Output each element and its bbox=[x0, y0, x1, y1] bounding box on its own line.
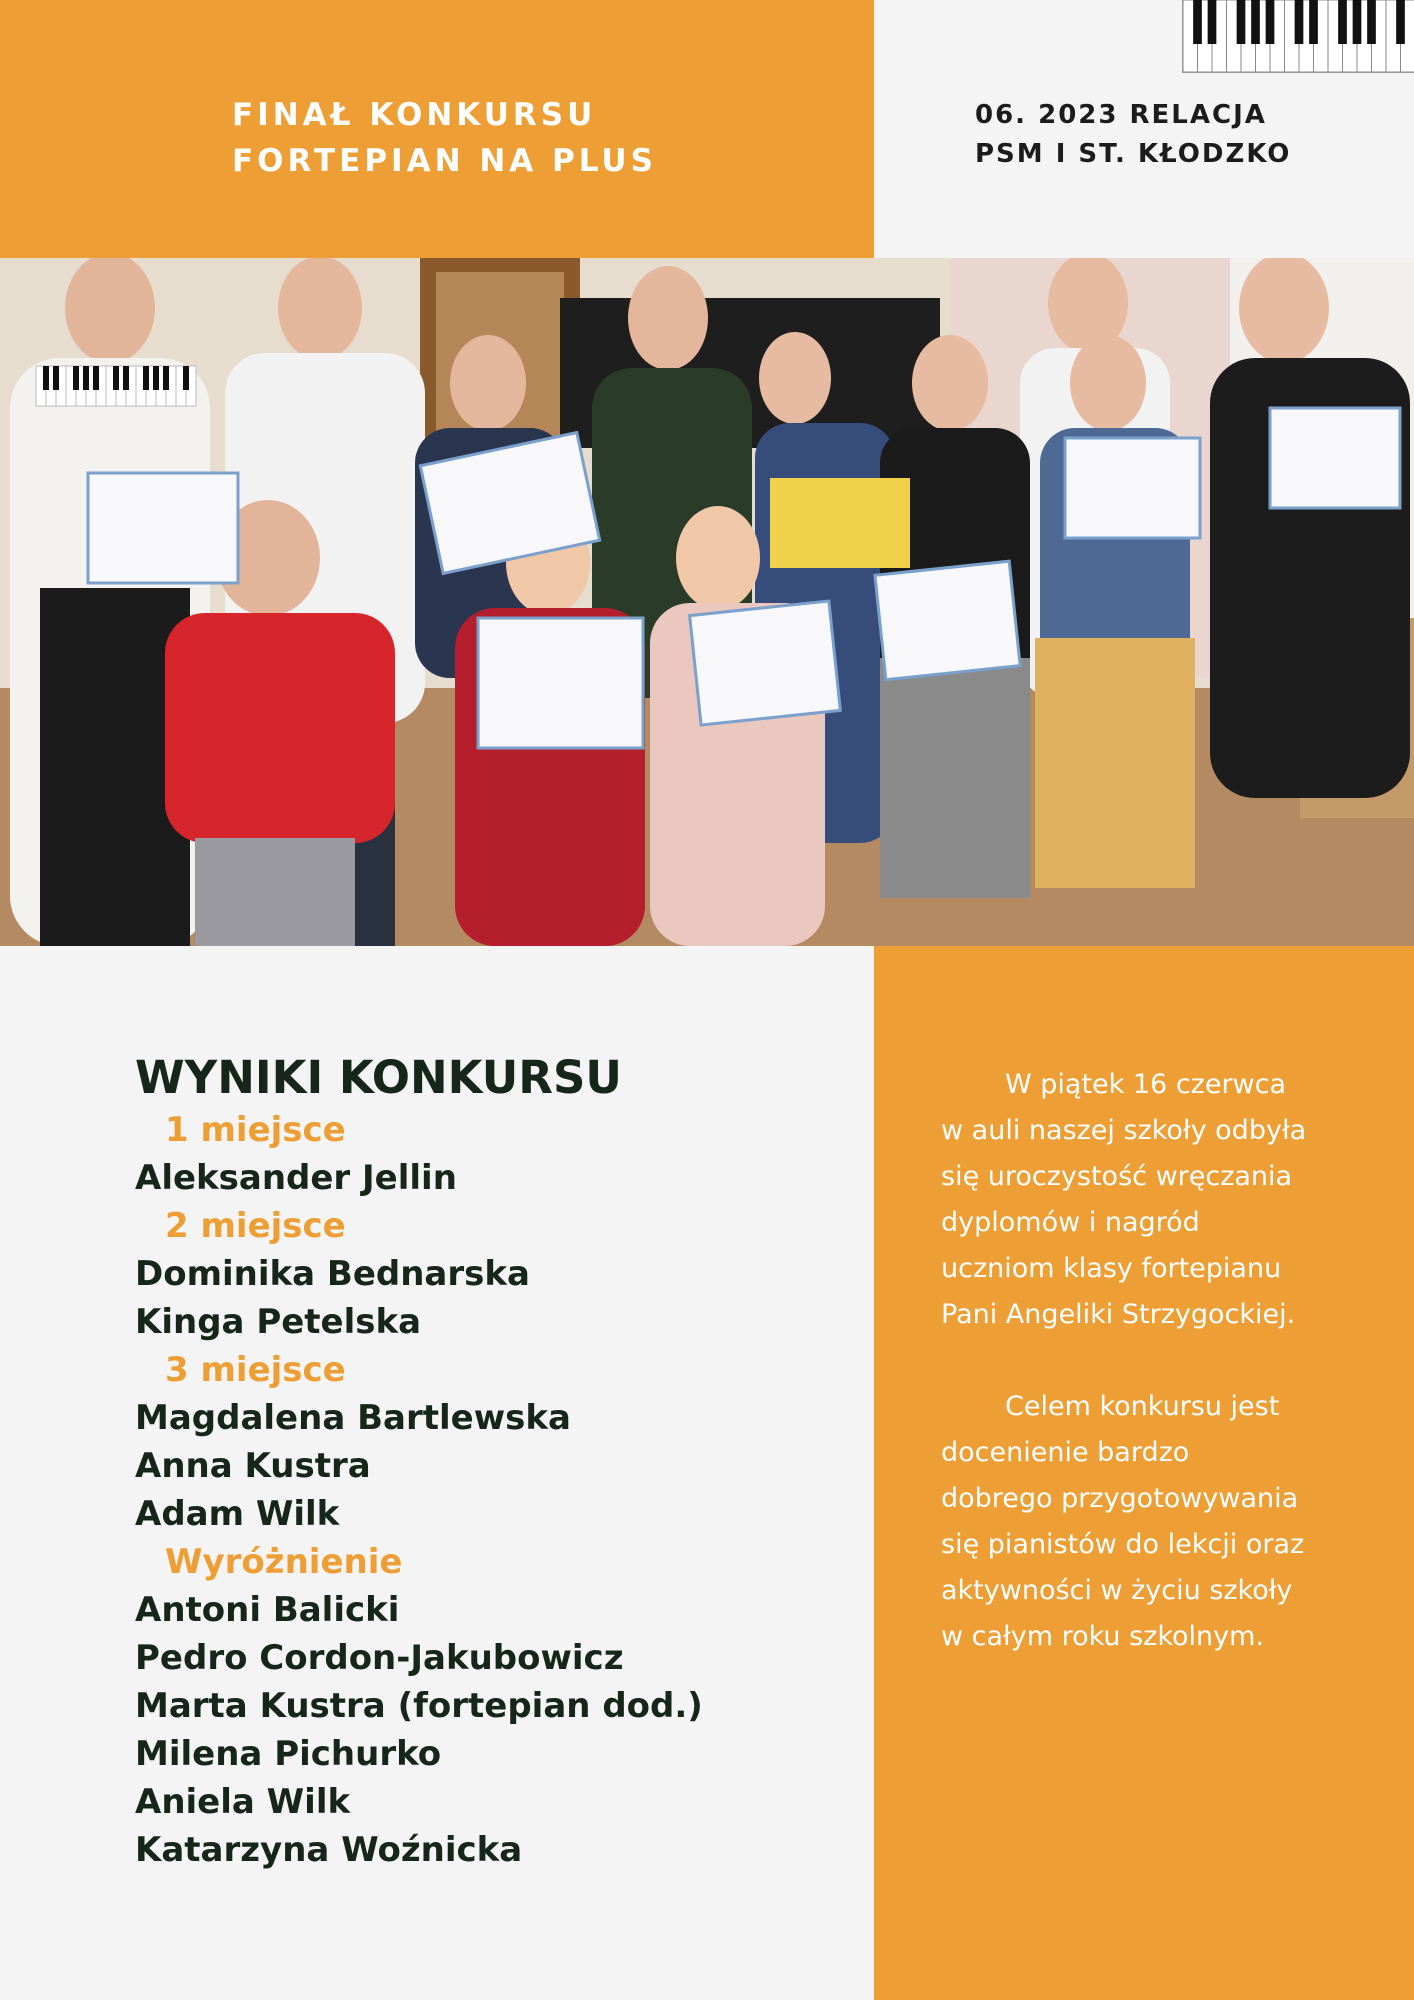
piano-black-key bbox=[1237, 0, 1246, 44]
piano-black-key bbox=[153, 366, 159, 390]
winner-name: Dominika Bednarska bbox=[135, 1254, 530, 1294]
piano-black-key bbox=[163, 366, 169, 390]
text-line: się uroczystość wręczania bbox=[941, 1161, 1293, 1192]
piano-black-key bbox=[1193, 0, 1202, 44]
text-line: Pani Angeliki Strzygockiej. bbox=[941, 1299, 1296, 1330]
description-paragraph-1 bbox=[941, 1062, 1381, 1338]
text-line: dyplomów i nagród bbox=[941, 1207, 1200, 1238]
rank-heading: Wyróżnienie bbox=[165, 1542, 403, 1582]
text-line: się pianistów do lekcji oraz bbox=[941, 1529, 1305, 1560]
piano-black-key bbox=[1251, 0, 1260, 44]
piano-black-key bbox=[73, 366, 79, 390]
winner-name: Marta Kustra (fortepian dod.) bbox=[135, 1686, 703, 1726]
event-title-line2: FORTEPIAN NA PLUS bbox=[232, 143, 657, 179]
winner-name: Aleksander Jellin bbox=[135, 1158, 457, 1198]
piano-black-key bbox=[43, 366, 49, 390]
rank-heading: 1 miejsce bbox=[165, 1110, 346, 1150]
group-photo bbox=[0, 258, 1414, 946]
piano-black-key bbox=[1309, 0, 1318, 44]
piano-black-key bbox=[93, 366, 99, 390]
winner-name: Adam Wilk bbox=[135, 1494, 340, 1534]
rank-heading: 3 miejsce bbox=[165, 1350, 346, 1390]
event-title-line1: FINAŁ KONKURSU bbox=[232, 97, 597, 133]
piano-black-key bbox=[113, 366, 119, 390]
piano-black-key bbox=[1353, 0, 1362, 44]
piano-black-key bbox=[1266, 0, 1275, 44]
piano-keys-overlay-icon bbox=[36, 366, 196, 406]
description-text bbox=[941, 1062, 1381, 1660]
event-title bbox=[232, 92, 657, 184]
winner-name: Katarzyna Woźnicka bbox=[135, 1830, 523, 1870]
winner-name: Kinga Petelska bbox=[135, 1302, 422, 1342]
winner-name: Anna Kustra bbox=[135, 1446, 371, 1486]
text-line: uczniom klasy fortepianu bbox=[941, 1253, 1282, 1284]
rank-heading: 2 miejsce bbox=[165, 1206, 346, 1246]
piano-black-key bbox=[1208, 0, 1217, 44]
piano-black-key bbox=[183, 366, 189, 390]
winner-name: Pedro Cordon-Jakubowicz bbox=[135, 1638, 624, 1678]
text-line: w całym roku szkolnym. bbox=[941, 1621, 1265, 1652]
header-banner bbox=[0, 0, 874, 258]
text-line: Celem konkursu jest bbox=[1005, 1391, 1280, 1422]
results-section bbox=[135, 1050, 855, 1874]
event-date: 06. 2023 RELACJA bbox=[975, 100, 1267, 130]
winner-name: Aniela Wilk bbox=[135, 1782, 351, 1822]
piano-black-key bbox=[123, 366, 129, 390]
piano-black-key bbox=[1295, 0, 1304, 44]
text-line: W piątek 16 czerwca bbox=[1005, 1069, 1287, 1100]
description-paragraph-2 bbox=[941, 1384, 1381, 1660]
event-date-location bbox=[975, 96, 1291, 174]
piano-black-key bbox=[143, 366, 149, 390]
piano-black-key bbox=[53, 366, 59, 390]
text-line: w auli naszej szkoły odbyła bbox=[941, 1115, 1307, 1146]
winner-name: Antoni Balicki bbox=[135, 1590, 400, 1630]
piano-black-key bbox=[1367, 0, 1376, 44]
winner-name: Magdalena Bartlewska bbox=[135, 1398, 571, 1438]
text-line: dobrego przygotowywania bbox=[941, 1483, 1299, 1514]
text-line: aktywności w życiu szkoły bbox=[941, 1575, 1293, 1606]
piano-black-key bbox=[1396, 0, 1405, 44]
piano-keys-icon bbox=[1182, 0, 1414, 73]
piano-black-key bbox=[83, 366, 89, 390]
winner-name: Milena Pichurko bbox=[135, 1734, 442, 1774]
results-title: WYNIKI KONKURSU bbox=[135, 1051, 622, 1104]
event-location: PSM I ST. KŁODZKO bbox=[975, 139, 1292, 169]
text-line: docenienie bardzo bbox=[941, 1437, 1190, 1468]
piano-black-key bbox=[1338, 0, 1347, 44]
